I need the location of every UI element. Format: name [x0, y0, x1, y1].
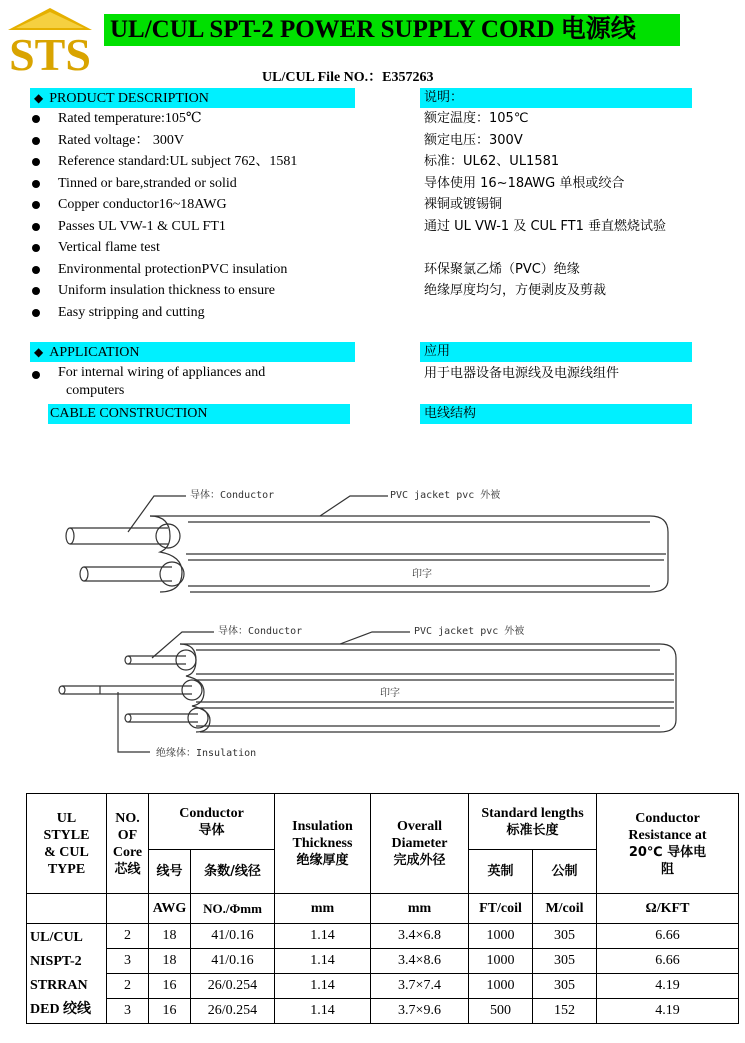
header-gauge: 线号 — [149, 850, 191, 894]
cell-awg: 16 — [149, 974, 191, 999]
table-row — [27, 974, 739, 999]
cell-ft: 1000 — [469, 924, 533, 949]
list-item: 绝缘厚度均匀，方便剥皮及剪裁 — [424, 283, 607, 298]
header-ul-style: UL STYLE & CUL TYPE — [27, 794, 107, 894]
table-header-row — [27, 794, 739, 850]
table-row — [27, 999, 739, 1024]
conductor-label: 导体：Conductor — [218, 626, 303, 637]
cell-strands: 41/0.16 — [191, 924, 275, 949]
print-label: 印字 — [380, 688, 400, 699]
header-overall-diameter: Overall Diameter 完成外径 — [371, 794, 469, 894]
file-number: UL/CUL File NO.：E357263 — [262, 70, 434, 85]
header-standard-lengths: Standard lengths 标准长度 — [469, 794, 597, 850]
cell-cores: 3 — [107, 949, 149, 974]
cable-construction-heading-cn: 电线结构 — [420, 404, 692, 424]
cable-style: UL/CUL NISPT-2 STRRAN DED 绞线 — [27, 924, 107, 1024]
specification-table — [26, 793, 739, 1024]
cell-ft: 500 — [469, 999, 533, 1024]
cell-strands: 41/0.16 — [191, 949, 275, 974]
table-row — [27, 949, 739, 974]
list-item: Rated temperature:105℃ — [30, 108, 297, 130]
header-metric: 公制 — [533, 850, 597, 894]
header-resistance: Conductor Resistance at 20℃ 导体电 阻 — [597, 794, 739, 894]
cell-insulation: 1.14 — [275, 999, 371, 1024]
cell-diameter: 3.4×8.6 — [371, 949, 469, 974]
cell-m: 152 — [533, 999, 597, 1024]
list-item: For internal wiring of appliances and computers — [30, 364, 265, 400]
unit-insulation: mm — [275, 894, 371, 924]
cell-awg: 18 — [149, 949, 191, 974]
list-item: Tinned or bare,stranded or solid — [30, 173, 297, 195]
logo-text: STS — [9, 29, 91, 76]
product-description-heading: ◆ PRODUCT DESCRIPTION — [30, 88, 355, 108]
header-conductor: Conductor 导体 — [149, 794, 275, 850]
diamond-bullet-icon: ◆ — [34, 91, 44, 105]
cell-ft: 1000 — [469, 974, 533, 999]
cell-insulation: 1.14 — [275, 924, 371, 949]
cable-diagram-3core — [0, 612, 745, 772]
table-row — [27, 924, 739, 949]
header-insulation: Insulation Thickness 绝缘厚度 — [275, 794, 371, 894]
unit-awg: AWG — [149, 894, 191, 924]
list-item: Uniform insulation thickness to ensure — [30, 280, 297, 302]
list-item: 额定电压：300V — [424, 132, 523, 148]
cell-awg: 18 — [149, 924, 191, 949]
header-strands: 条数/线径 — [191, 850, 275, 894]
cell-m: 305 — [533, 924, 597, 949]
list-item: 环保聚氯乙烯（PVC）绝缘 — [424, 261, 580, 277]
jacket-label: PVC jacket pvc 外被 — [390, 490, 501, 501]
list-item: 额定温度：105℃ — [424, 111, 529, 126]
cell-strands: 26/0.254 — [191, 999, 275, 1024]
cell-insulation: 1.14 — [275, 974, 371, 999]
page-title: UL/CUL SPT-2 POWER SUPPLY CORD 电源线 — [104, 14, 680, 46]
diamond-bullet-icon: ◆ — [34, 345, 44, 359]
unit-strands: NO./Φmm — [191, 894, 275, 924]
cell-resistance: 6.66 — [597, 949, 739, 974]
list-item: Copper conductor16~18AWG — [30, 194, 297, 216]
table-units-row — [27, 894, 739, 924]
list-item: Reference standard:UL subject 762、1581 — [30, 151, 297, 173]
cell-strands: 26/0.254 — [191, 974, 275, 999]
header-no-of-core: NO. OF Core 芯线 — [107, 794, 149, 894]
cell-diameter: 3.7×7.4 — [371, 974, 469, 999]
company-logo — [6, 6, 94, 76]
cell-resistance: 6.66 — [597, 924, 739, 949]
insulation-label: 绝缘体：Insulation — [156, 748, 257, 759]
product-features-en — [30, 108, 297, 323]
cell-m: 305 — [533, 974, 597, 999]
cell-diameter: 3.4×6.8 — [371, 924, 469, 949]
unit-imperial: FT/coil — [469, 894, 533, 924]
list-item: 导体使用 16~18AWG 单根或绞合 — [424, 175, 625, 191]
list-item: 通过 UL VW-1 及 CUL FT1 垂直燃烧试验 — [424, 218, 667, 234]
unit-metric: M/coil — [533, 894, 597, 924]
cell-m: 305 — [533, 949, 597, 974]
application-cn: 用于电器设备电源线及电源线组件 — [424, 366, 620, 381]
cell-ft: 1000 — [469, 949, 533, 974]
list-item: 标准：UL62、UL1581 — [424, 154, 560, 169]
cell-cores: 3 — [107, 999, 149, 1024]
application-heading-cn: 应用 — [420, 342, 692, 362]
list-item: 裸铜或镀锡铜 — [424, 197, 503, 212]
list-item: Rated voltage： 300V — [30, 130, 297, 152]
print-label: 印字 — [412, 569, 432, 580]
application-list — [30, 364, 265, 400]
application-heading: ◆ APPLICATION — [30, 342, 355, 362]
cell-insulation: 1.14 — [275, 949, 371, 974]
cable-construction-heading: CABLE CONSTRUCTION — [48, 404, 350, 424]
jacket-label: PVC jacket pvc 外被 — [414, 626, 525, 637]
list-item: Vertical flame test — [30, 237, 297, 259]
unit-resistance: Ω/KFT — [597, 894, 739, 924]
unit-diameter: mm — [371, 894, 469, 924]
cell-awg: 16 — [149, 999, 191, 1024]
cell-cores: 2 — [107, 974, 149, 999]
cell-diameter: 3.7×9.6 — [371, 999, 469, 1024]
list-item: Passes UL VW-1 & CUL FT1 — [30, 216, 297, 238]
cable-diagram-2core — [0, 480, 745, 600]
list-item — [424, 237, 666, 259]
conductor-label: 导体：Conductor — [190, 490, 275, 501]
product-description-heading-cn: 说明： — [420, 88, 692, 108]
cell-cores: 2 — [107, 924, 149, 949]
header-imperial: 英制 — [469, 850, 533, 894]
product-features-cn — [424, 108, 666, 302]
cell-resistance: 4.19 — [597, 974, 739, 999]
list-item: Environmental protectionPVC insulation — [30, 259, 297, 281]
list-item: Easy stripping and cutting — [30, 302, 297, 324]
cell-resistance: 4.19 — [597, 999, 739, 1024]
